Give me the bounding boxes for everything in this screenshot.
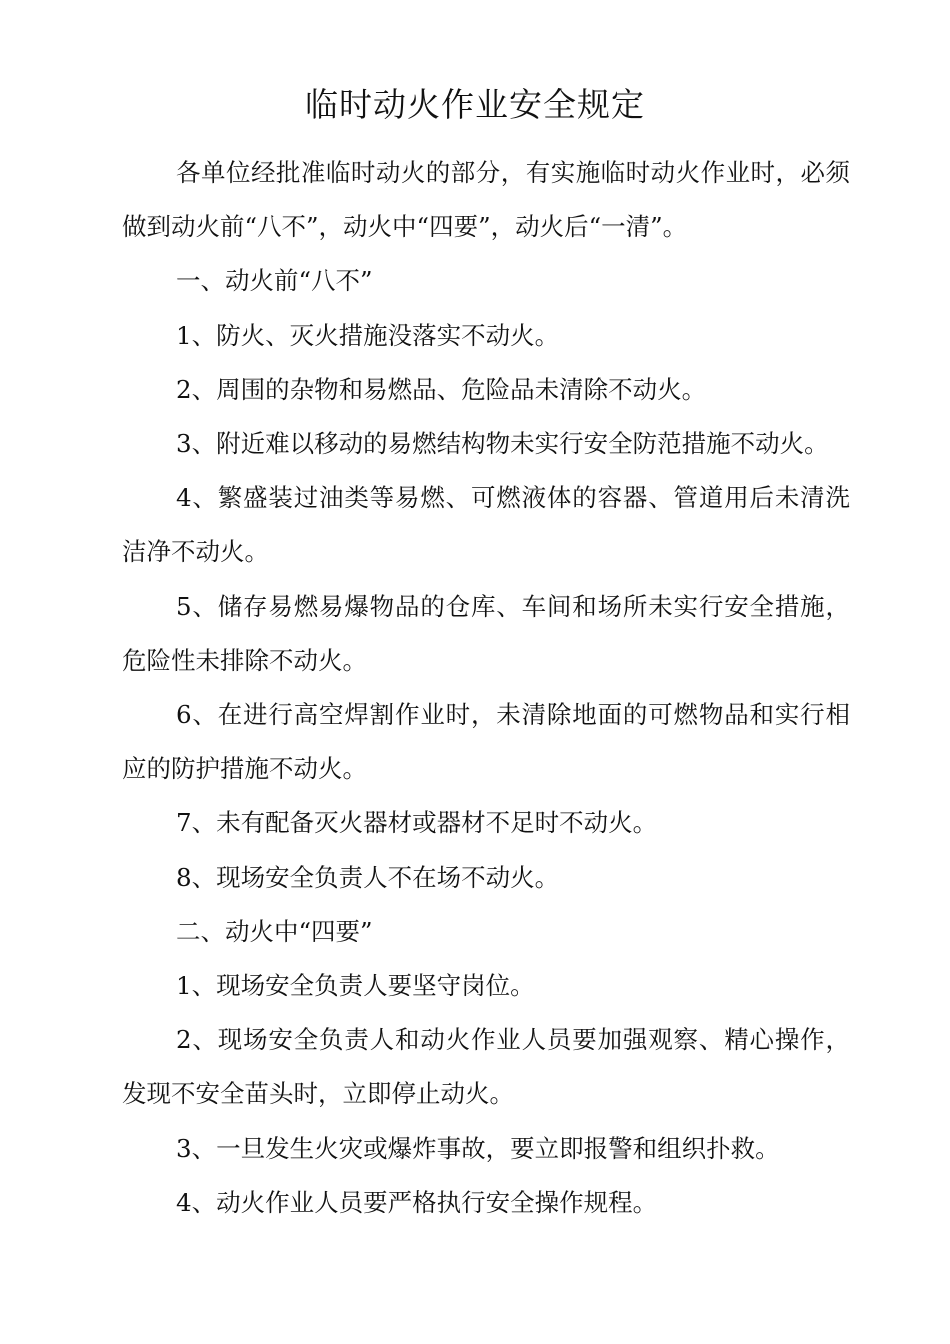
intro-paragraph: 各单位经批准临时动火的部分，有实施临时动火作业时，必须做到动火前“八不”，动火中“四要”，动火后“一清”。 bbox=[122, 158, 850, 242]
list-item: 4、动火作业人员要严格执行安全操作规程。 bbox=[176, 1187, 658, 1217]
list-item: 8、现场安全负责人不在场不动火。 bbox=[176, 862, 560, 892]
list-item: 6、在进行高空焊割作业时，未清除地面的可燃物品和实行相应的防护措施不动火。 bbox=[122, 700, 850, 784]
list-item: 4、繁盛装过油类等易燃、可燃液体的容器、管道用后未清洗洁净不动火。 bbox=[122, 483, 850, 567]
list-item: 3、一旦发生火灾或爆炸事故，要立即报警和组织扑救。 bbox=[176, 1133, 780, 1163]
list-item: 3、附近难以移动的易燃结构物未实行安全防范措施不动火。 bbox=[176, 429, 829, 459]
list-item: 5、储存易燃易爆物品的仓库、车间和场所未实行安全措施，危险性未排除不动火。 bbox=[122, 591, 850, 675]
document-body bbox=[122, 146, 850, 1230]
list-item: 2、周围的杂物和易燃品、危险品未清除不动火。 bbox=[176, 374, 707, 404]
section-heading-before-fire: 一、动火前“八不” bbox=[176, 266, 373, 296]
list-item: 2、现场安全负责人和动火作业人员要加强观察、精心操作，发现不安全苗头时，立即停止动火。 bbox=[122, 1025, 850, 1109]
list-item: 1、现场安全负责人要坚守岗位。 bbox=[176, 971, 535, 1001]
section-heading-during-fire: 二、动火中“四要” bbox=[176, 916, 373, 946]
document-title: 临时动火作业安全规定 bbox=[305, 85, 645, 124]
list-item: 1、防火、灭火措施没落实不动火。 bbox=[176, 320, 560, 350]
list-item: 7、未有配备灭火器材或器材不足时不动火。 bbox=[176, 808, 658, 838]
